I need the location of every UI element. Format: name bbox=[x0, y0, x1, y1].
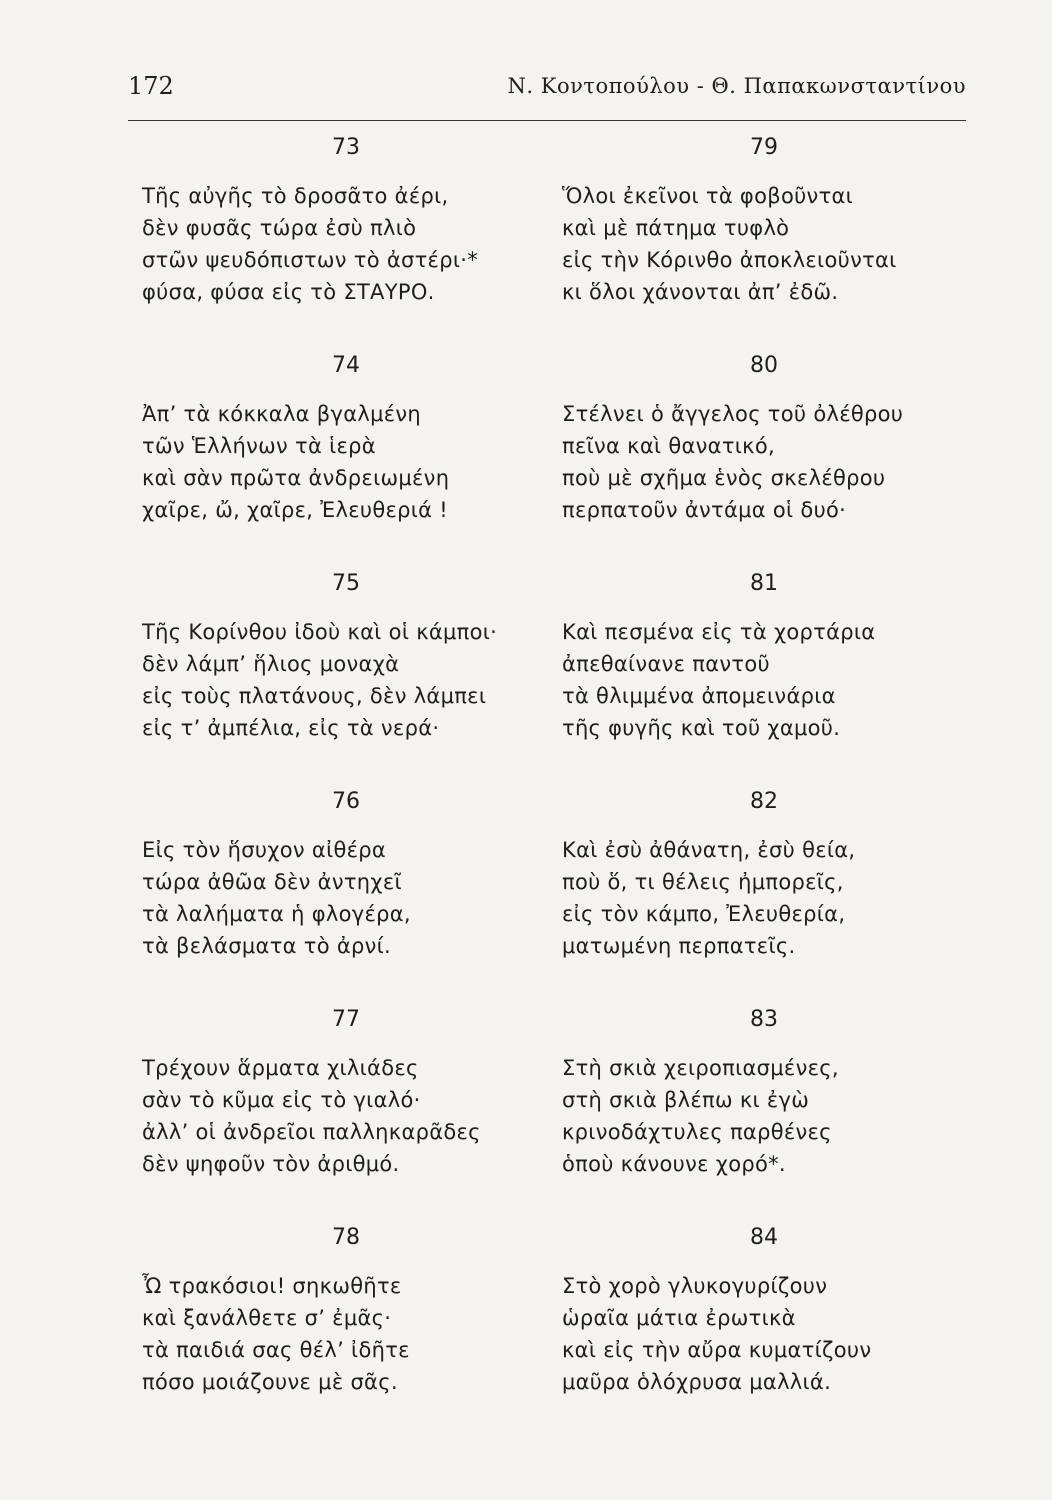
verse-line: Ἀπ’ τὰ κόκκαλα βγαλμένη bbox=[142, 402, 422, 426]
stanza bbox=[142, 1224, 552, 1442]
stanza-number: 82 bbox=[750, 789, 778, 814]
verse-line: Καὶ πεσμένα εἰς τὰ χορτάρια bbox=[562, 620, 876, 644]
verse-line: εἰς τοὺς πλατάνους, δὲν λάμπει bbox=[142, 684, 487, 708]
stanza bbox=[142, 352, 552, 570]
verse-line: ποὺ μὲ σχῆμα ἑνὸς σκελέθρου bbox=[562, 466, 886, 490]
stanza bbox=[562, 788, 972, 1006]
stanza-number: 74 bbox=[332, 353, 360, 378]
verse-line: ὁποὺ κάνουνε χορό*. bbox=[562, 1152, 786, 1176]
verse-line: δὲν φυσᾶς τώρα ἐσὺ πλιὸ bbox=[142, 216, 417, 240]
verse-line: πόσο μοιάζουνε μὲ σᾶς. bbox=[142, 1370, 398, 1394]
verse-line: τὰ θλιμμένα ἀπομεινάρια bbox=[562, 684, 836, 708]
verse-line: τῶν Ἑλλήνων τὰ ἱερὰ bbox=[142, 434, 376, 458]
stanza-number: 79 bbox=[750, 135, 778, 160]
verse-line: Στὴ σκιὰ χειροπιασμένες, bbox=[562, 1056, 839, 1080]
stanza-number: 73 bbox=[332, 135, 360, 160]
verse-line: Εἰς τὸν ἥσυχον αἰθέρα bbox=[142, 838, 387, 862]
verse-line: τώρα ἀθῶα δὲν ἀντηχεῖ bbox=[142, 870, 402, 894]
stanza bbox=[562, 1224, 972, 1442]
verse-line: στῶν ψευδόπιστων τὸ ἀστέρι·* bbox=[142, 248, 479, 272]
stanza-number: 78 bbox=[332, 1225, 360, 1250]
page-number: 172 bbox=[128, 72, 174, 100]
stanza bbox=[142, 1006, 552, 1224]
verse-line: κρινοδάχτυλες παρθένες bbox=[562, 1120, 832, 1144]
stanza bbox=[562, 134, 972, 352]
verse-line: ἀλλ’ οἱ ἀνδρεῖοι παλληκαρᾶδες bbox=[142, 1120, 481, 1144]
verse-line: τὰ παιδιά σας θέλ’ ἰδῆτε bbox=[142, 1338, 410, 1362]
verse-line: ὡραῖα μάτια ἐρωτικὰ bbox=[562, 1306, 796, 1330]
stanza bbox=[142, 570, 552, 788]
verse-line: εἰς τὴν Κόρινθο ἀποκλειοῦνται bbox=[562, 248, 897, 272]
verse-line: Τῆς αὐγῆς τὸ δροσᾶτο ἀέρι, bbox=[142, 184, 449, 208]
verse-line: Στὸ χορὸ γλυκογυρίζουν bbox=[562, 1274, 828, 1298]
stanza-number: 83 bbox=[750, 1007, 778, 1032]
verse-line: εἰς τὸν κάμπο, Ἐλευθερία, bbox=[562, 902, 846, 926]
verse-line: τὰ βελάσματα τὸ ἀρνί. bbox=[142, 934, 392, 958]
verse-line: περπατοῦν ἀντάμα οἱ δυό· bbox=[562, 498, 847, 522]
verse-line: εἰς τ’ ἀμπέλια, εἰς τὰ νερά· bbox=[142, 716, 440, 740]
stanza bbox=[562, 1006, 972, 1224]
verse-line: τῆς φυγῆς καὶ τοῦ χαμοῦ. bbox=[562, 716, 841, 740]
verse-line: κι ὅλοι χάνονται ἀπ’ ἐδῶ. bbox=[562, 280, 839, 304]
stanza bbox=[562, 352, 972, 570]
left-column bbox=[142, 134, 552, 1442]
running-head: Ν. Κοντοπούλου - Θ. Παπακωνσταντίνου bbox=[507, 74, 966, 98]
verse-line: στὴ σκιὰ βλέπω κι ἐγὼ bbox=[562, 1088, 810, 1112]
verse-line: ἀπεθαίνανε παντοῦ bbox=[562, 652, 770, 676]
stanza-number: 81 bbox=[750, 571, 778, 596]
stanza-number: 77 bbox=[332, 1007, 360, 1032]
stanza-number: 75 bbox=[332, 571, 360, 596]
verse-line: καὶ εἰς τὴν αὔρα κυματίζουν bbox=[562, 1338, 872, 1362]
verse-line: Τρέχουν ἅρματα χιλιάδες bbox=[142, 1056, 419, 1080]
verse-line: Ὦ τρακόσιοι! σηκωθῆτε bbox=[142, 1274, 402, 1298]
stanza bbox=[142, 134, 552, 352]
verse-line: πεῖνα καὶ θανατικό, bbox=[562, 434, 775, 458]
stanza bbox=[562, 570, 972, 788]
verse-line: ματωμένη περπατεῖς. bbox=[562, 934, 796, 958]
stanza-number: 80 bbox=[750, 353, 778, 378]
verse-line: τὰ λαλήματα ἡ φλογέρα, bbox=[142, 902, 411, 926]
stanza bbox=[142, 788, 552, 1006]
verse-line: καὶ μὲ πάτημα τυφλὸ bbox=[562, 216, 790, 240]
verse-line: Στέλνει ὁ ἄγγελος τοῦ ὀλέθρου bbox=[562, 402, 904, 426]
verse-line: μαῦρα ὁλόχρυσα μαλλιά. bbox=[562, 1370, 832, 1394]
verse-line: Καὶ ἐσὺ ἀθάνατη, ἐσὺ θεία, bbox=[562, 838, 856, 862]
right-column bbox=[562, 134, 972, 1442]
verse-line: Ὅλοι ἐκεῖνοι τὰ φοβοῦνται bbox=[562, 184, 854, 208]
verse-line: δὲν ψηφοῦν τὸν ἀριθμό. bbox=[142, 1152, 400, 1176]
verse-line: καὶ ξανάλθετε σ’ ἐμᾶς· bbox=[142, 1306, 392, 1330]
header-rule bbox=[128, 120, 966, 121]
verse-line: δὲν λάμπ’ ἥλιος μοναχὰ bbox=[142, 652, 400, 676]
verse-line: σὰν τὸ κῦμα εἰς τὸ γιαλό· bbox=[142, 1088, 421, 1112]
stanza-number: 84 bbox=[750, 1225, 778, 1250]
stanza-number: 76 bbox=[332, 789, 360, 814]
verse-line: φύσα, φύσα εἰς τὸ ΣΤΑΥΡΟ. bbox=[142, 280, 435, 304]
verse-line: Τῆς Κορίνθου ἰδοὺ καὶ οἱ κάμποι· bbox=[142, 620, 498, 644]
verse-line: χαῖρε, ὤ, χαῖρε, Ἐλευθεριά ! bbox=[142, 498, 448, 522]
verse-line: ποὺ ὅ, τι θέλεις ἠμπορεῖς, bbox=[562, 870, 844, 894]
verse-line: καὶ σὰν πρῶτα ἀνδρειωμένη bbox=[142, 466, 450, 490]
